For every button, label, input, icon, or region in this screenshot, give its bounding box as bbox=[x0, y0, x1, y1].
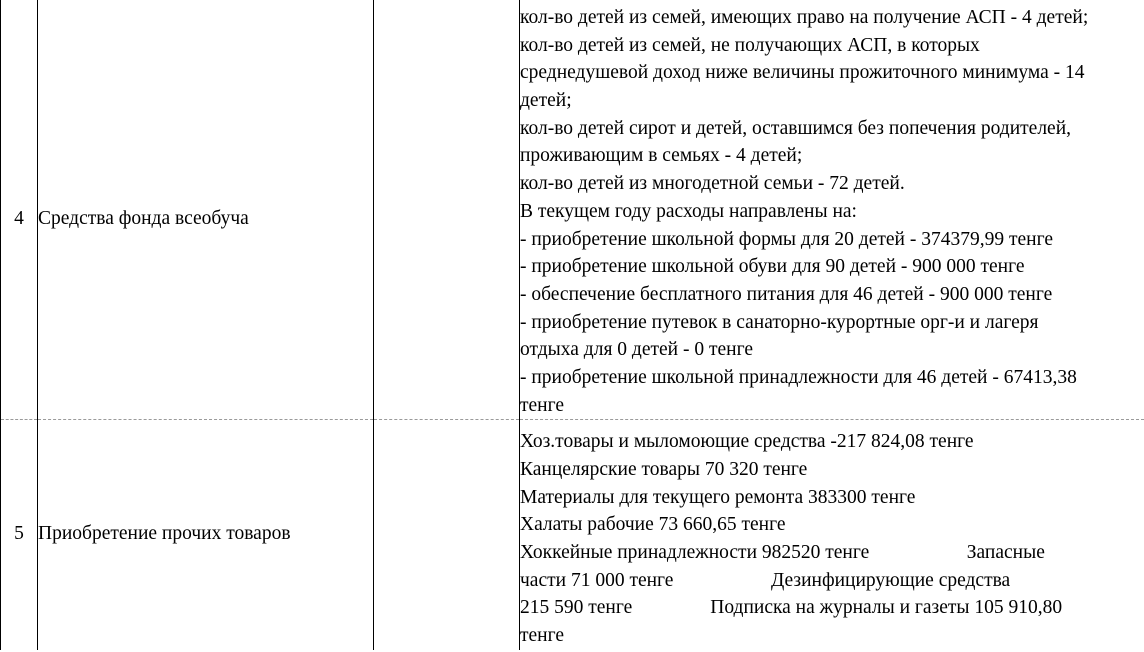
table-row bbox=[1, 420, 1144, 650]
description-line: Хоккейные принадлежности 982520 тенге Запасные bbox=[520, 542, 1045, 564]
row-name: Приобретение прочих товаров bbox=[38, 523, 291, 545]
row-name-cell bbox=[38, 420, 374, 650]
description-line: кол-во детей из многодетной семьи - 72 детей. bbox=[520, 173, 905, 195]
row-number: 4 bbox=[14, 208, 24, 229]
description-line: тенге bbox=[520, 394, 565, 416]
description-line: - приобретение путевок в санаторно-курортные орг-и и лагеря bbox=[520, 311, 1039, 333]
row-description-cell bbox=[520, 0, 1144, 420]
description-line: Канцелярские товары 70 320 тенге bbox=[520, 459, 808, 480]
description-line: 215 590 тенге Подписка на журналы и газеты 105 910,80 bbox=[520, 597, 1063, 619]
description-line: Материалы для текущего ремонта 383300 тенге bbox=[520, 486, 916, 508]
description-line: - обеспечение бесплатного питания для 46 детей - 900 000 тенге bbox=[520, 283, 1053, 305]
description-line: кол-во детей из семей, не получающих АСП, в которых bbox=[520, 34, 980, 56]
description-line: части 71 000 тенге Дезинфицирующие средства bbox=[520, 569, 1011, 591]
description-line: проживающим в семьях - 4 детей; bbox=[520, 145, 803, 167]
description-line: детей; bbox=[520, 90, 572, 112]
description-line: тенге bbox=[520, 625, 565, 647]
row-blank-cell bbox=[374, 0, 520, 420]
description-line: Халаты рабочие 73 660,65 тенге bbox=[520, 514, 786, 536]
row-number-cell bbox=[1, 0, 38, 420]
description-line: - приобретение школьной обуви для 90 детей - 900 000 тенге bbox=[520, 256, 1025, 278]
description-line: кол-во детей из семей, имеющих право на получение АСП - 4 детей; bbox=[520, 7, 1089, 28]
description-line: кол-во детей сирот и детей, оставшимся без попечения родителей, bbox=[520, 117, 1072, 139]
description-line: - приобретение школьной принадлежности для 46 детей - 67413,38 bbox=[520, 366, 1077, 388]
table-row bbox=[1, 0, 1144, 420]
row-number: 5 bbox=[14, 523, 24, 545]
description-line: Хоз.товары и мыломоющие средства -217 824,08 тенге bbox=[520, 431, 974, 453]
row-name-cell bbox=[38, 0, 374, 420]
row-name: Средства фонда всеобуча bbox=[38, 208, 249, 229]
description-line: отдыха для 0 детей - 0 тенге bbox=[520, 339, 753, 361]
row-description-cell bbox=[520, 420, 1144, 650]
description-line: среднедушевой доход ниже величины прожиточного минимума - 14 bbox=[520, 62, 1085, 84]
row-blank-cell bbox=[374, 420, 520, 650]
description-line: - приобретение школьной формы для 20 детей - 374379,99 тенге bbox=[520, 228, 1053, 250]
description-line: В текущем году расходы направлены на: bbox=[520, 200, 857, 222]
row-number-cell bbox=[1, 420, 38, 650]
